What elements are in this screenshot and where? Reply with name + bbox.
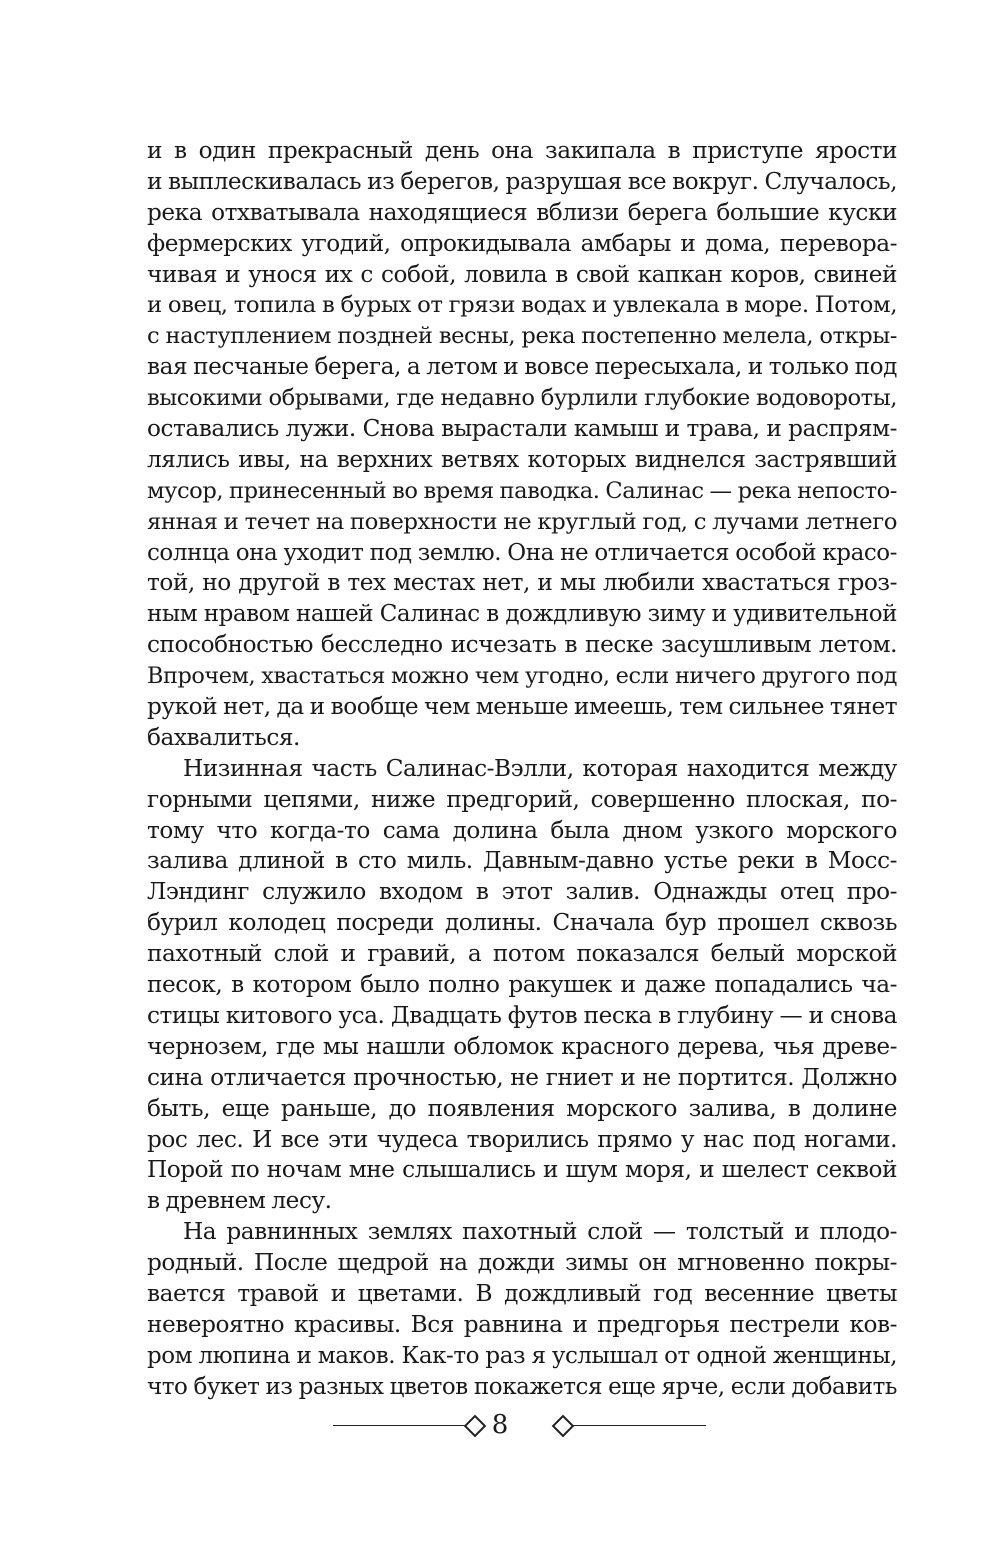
diamond-ornament-icon — [552, 1415, 575, 1438]
text-line: лялись ивы, на верхних ветвях которых виднелся застрявший — [147, 445, 897, 473]
text-line: рос лес. И все эти чудеса творились прямо у нас под ногами. — [147, 1125, 897, 1153]
text-line: вается травой и цветами. В дождливый год весенние цветы — [147, 1279, 897, 1307]
text-line: чернозем, где мы нашли обломок красного дерева, чья древе- — [147, 1032, 897, 1060]
text-line: янная и течет на поверхности не круглый год, с лучами летнего — [147, 508, 897, 535]
text-line: что букет из разных цветов покажется еще ярче, если добавить — [147, 1373, 897, 1400]
text-line: и в один прекрасный день она закипала в приступе ярости — [147, 137, 897, 164]
text-line: горными цепями, ниже предгорий, совершенно плоская, по- — [147, 785, 897, 813]
text-line: тому что когда-то сама долина была дном узкого морского — [147, 816, 897, 844]
text-line: чивая и унося их с собой, ловила в свой капкан коров, свиней — [147, 260, 897, 288]
text-line: Низинная часть Салинас-Вэлли, которая находится между — [183, 754, 897, 782]
text-line: невероятно красивы. Вся равнина и предгорья пестрели ков- — [147, 1310, 897, 1338]
text-line: бахвалиться. — [147, 723, 300, 751]
text-line: стицы китового уса. Двадцать футов песка в глубину — и снова — [147, 1001, 897, 1029]
text-line: в древнем лесу. — [147, 1187, 332, 1215]
text-line: оставались лужи. Снова вырастали камыш и трава, и распрям- — [147, 415, 897, 443]
text-line: с наступлением поздней весны, река постепенно мелела, откры- — [147, 323, 897, 350]
text-line: бурил колодец посреди долины. Сначала бур прошел сквозь — [147, 909, 897, 937]
text-line: песок, в котором было полно ракушек и даже попадались ча- — [147, 971, 897, 999]
body-text — [147, 136, 897, 1403]
text-line: сина отличается прочностью, не гниет и не портится. Должно — [147, 1063, 897, 1091]
text-line: способностью бесследно исчезать в песке засушливым летом. — [147, 631, 897, 659]
footer-rule-right — [572, 1425, 706, 1426]
text-line: мусор, принесенный во время паводка. Салинас — река непосто- — [147, 477, 897, 504]
text-line: Впрочем, хвастаться можно чем угодно, если ничего другого под — [147, 663, 897, 690]
footer-rule-left — [333, 1425, 468, 1426]
text-line: и выплескивалась из берегов, разрушая все вокруг. Случалось, — [147, 167, 897, 195]
text-line: вая песчаные берега, а летом и вовсе пересыхала, и только под — [147, 353, 897, 381]
text-line: быть, еще раньше, до появления морского залива, в долине — [147, 1094, 897, 1122]
text-line: той, но другой в тех местах нет, и мы любили хвастаться гроз- — [147, 569, 897, 597]
text-line: фермерских угодий, опрокидывала амбары и дома, перевора- — [147, 229, 897, 257]
text-line: рукой нет, да и вообще чем меньше имеешь, тем сильнее тянет — [147, 693, 898, 721]
text-line: На равнинных землях пахотный слой — толстый и плодо- — [183, 1218, 897, 1246]
text-line: пахотный слой и гравий, а потом показался белый морской — [147, 940, 897, 968]
page-footer — [0, 1405, 1000, 1445]
text-line: река отхватывала находящиеся вблизи берега большие куски — [147, 198, 897, 226]
text-line: Лэндинг служило входом в этот залив. Однажды отец про- — [147, 878, 897, 906]
text-line: ным нравом нашей Салинас в дождливую зиму и удивительной — [147, 601, 897, 628]
text-line: ром люпина и маков. Как-то раз я услышал от одной женщины, — [147, 1342, 897, 1369]
text-line: родный. После щедрой на дожди зимы он мгновенно покры- — [147, 1249, 897, 1277]
text-line: солнца она уходит под землю. Она не отличается особой красо- — [147, 539, 897, 566]
text-line: Порой по ночам мне слышались и шум моря, и шелест секвой — [147, 1156, 897, 1184]
text-line: высокими обрывами, где недавно бурлили глубокие водовороты, — [147, 385, 897, 412]
page-number: 8 — [491, 1410, 509, 1440]
text-line: и овец, топила в бурых от грязи водах и увлекала в море. Потом, — [147, 292, 897, 319]
text-line: залива длиной в сто миль. Давным-давно устье реки в Мосс- — [147, 847, 897, 875]
